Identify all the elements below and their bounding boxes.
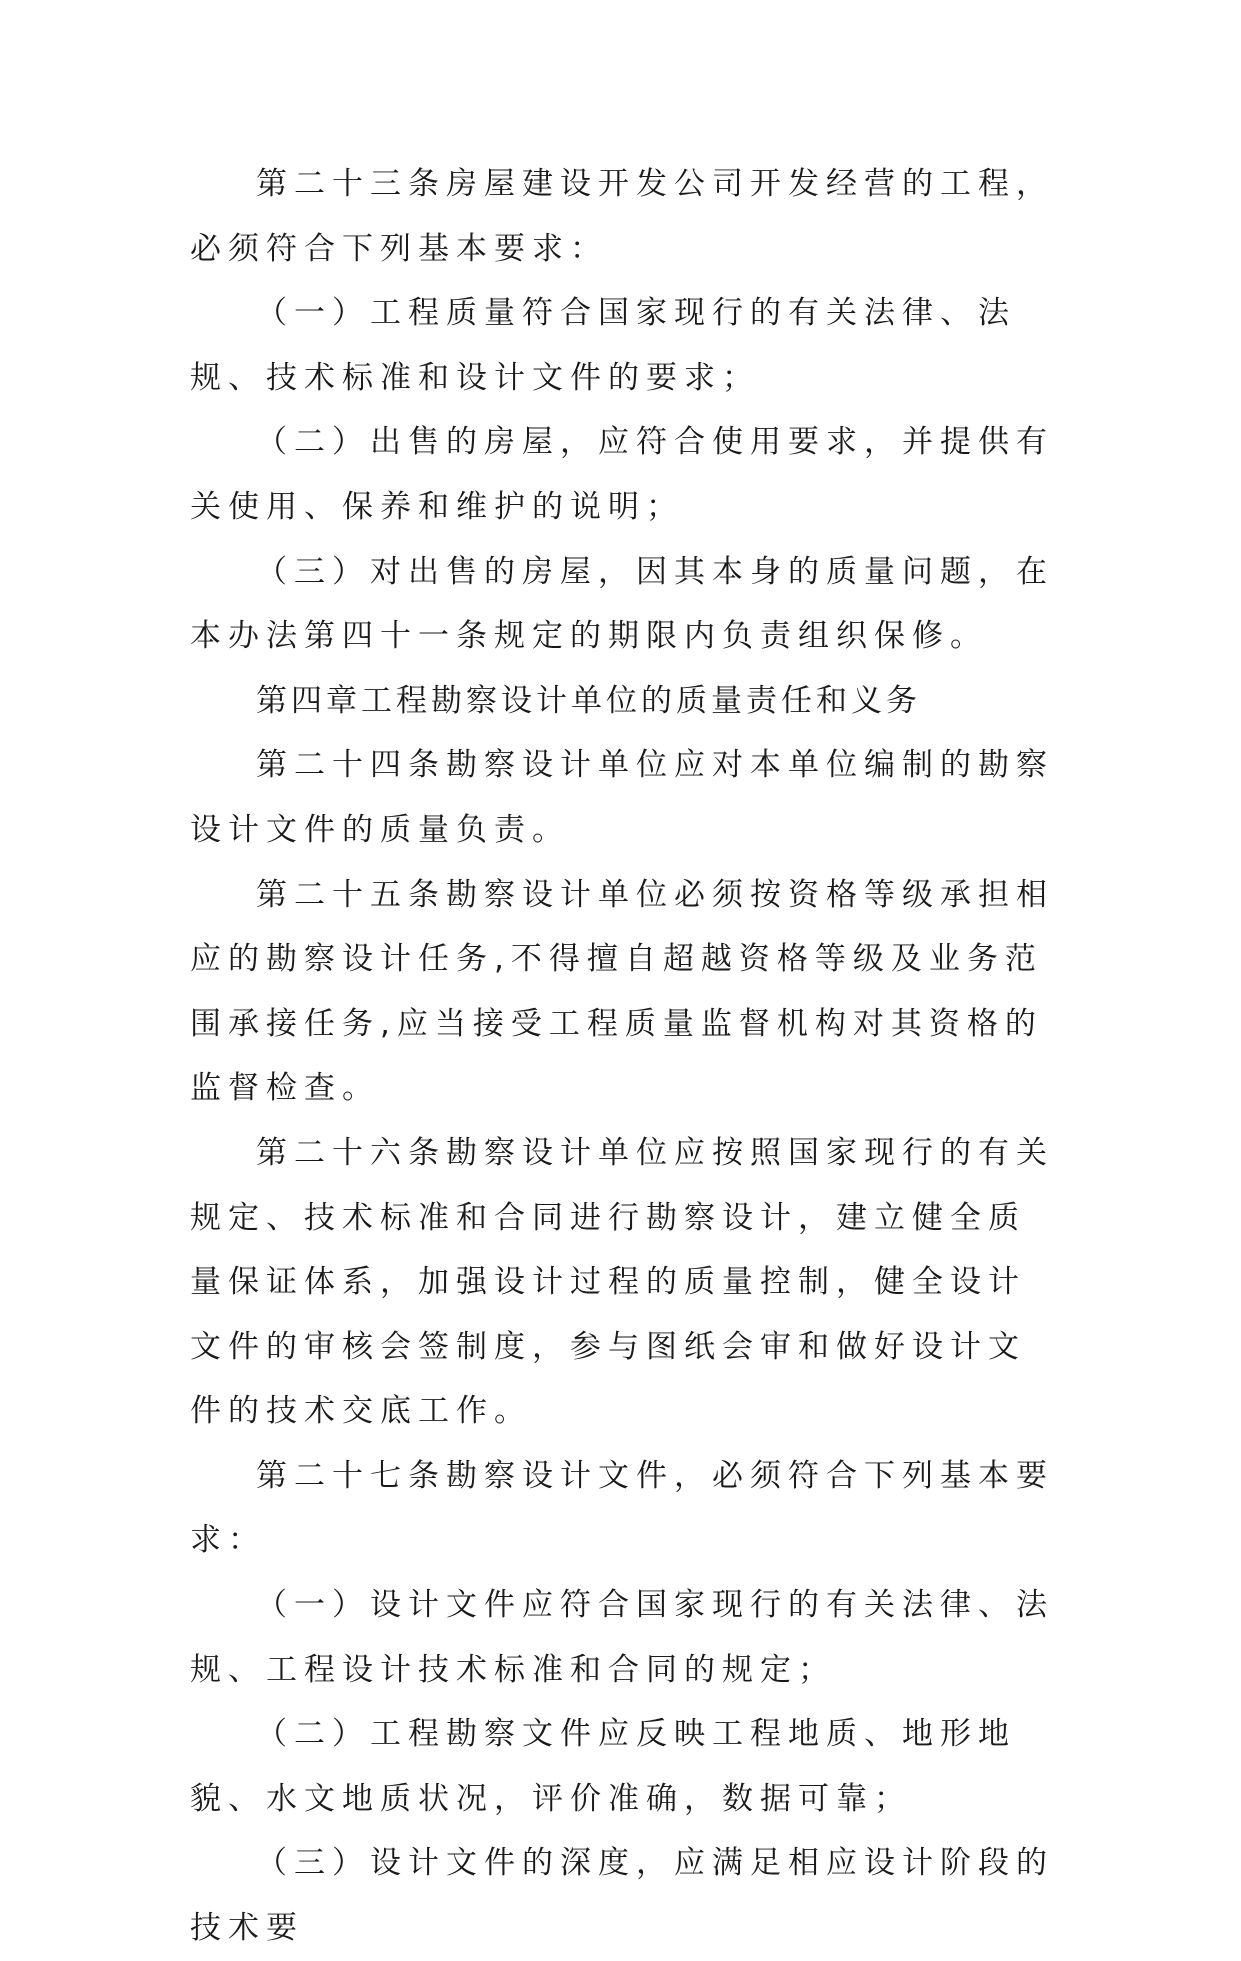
paragraph-article-24: 第二十四条勘察设计单位应对本单位编制的勘察设计文件的质量负责。 (190, 747, 1054, 848)
paragraph-item-3b: （三）设计文件的深度，应满足相应设计阶段的技术要 (190, 1845, 1054, 1947)
chapter-heading: 第四章工程勘察设计单位的质量责任和义务 (256, 682, 921, 719)
paragraph-item-1b: （一）设计文件应符合国家现行的有关法律、法规、工程设计技术标准和合同的规定； (190, 1587, 1054, 1688)
paragraph-item-1: （一）工程质量符合国家现行的有关法律、法规、技术标准和设计文件的要求； (190, 295, 1016, 396)
paragraph-item-2: （二）出售的房屋，应符合使用要求，并提供有关使用、保养和维护的说明； (190, 424, 1054, 525)
document-body (190, 152, 1060, 1961)
paragraph-article-27: 第二十七条勘察设计文件，必须符合下列基本要求： (190, 1457, 1054, 1559)
paragraph-item-3: （三）对出售的房屋，因其本身的质量问题，在本办法第四十一条规定的期限内负责组织保修。 (190, 553, 1054, 655)
paragraph-article-25: 第二十五条勘察设计单位必须按资格等级承担相应的勘察设计任务,不得擅自超越资格等级及业务范围承接任务,应当接受工程质量监督机构对其资格的监督检查。 (190, 876, 1054, 1107)
paragraph-item-2b: （二）工程勘察文件应反映工程地质、地形地貌、水文地质状况，评价准确，数据可靠； (190, 1716, 1016, 1817)
paragraph-article-23: 第二十三条房屋建设开发公司开发经营的工程，必须符合下列基本要求： (190, 166, 1054, 267)
paragraph-article-26: 第二十六条勘察设计单位应按照国家现行的有关规定、技术标准和合同进行勘察设计，建立健全质量保证体系，加强设计过程的质量控制，健全设计文件的审核会签制度，参与图纸会审和做好设计文件的技术交底工作。 (190, 1134, 1054, 1430)
